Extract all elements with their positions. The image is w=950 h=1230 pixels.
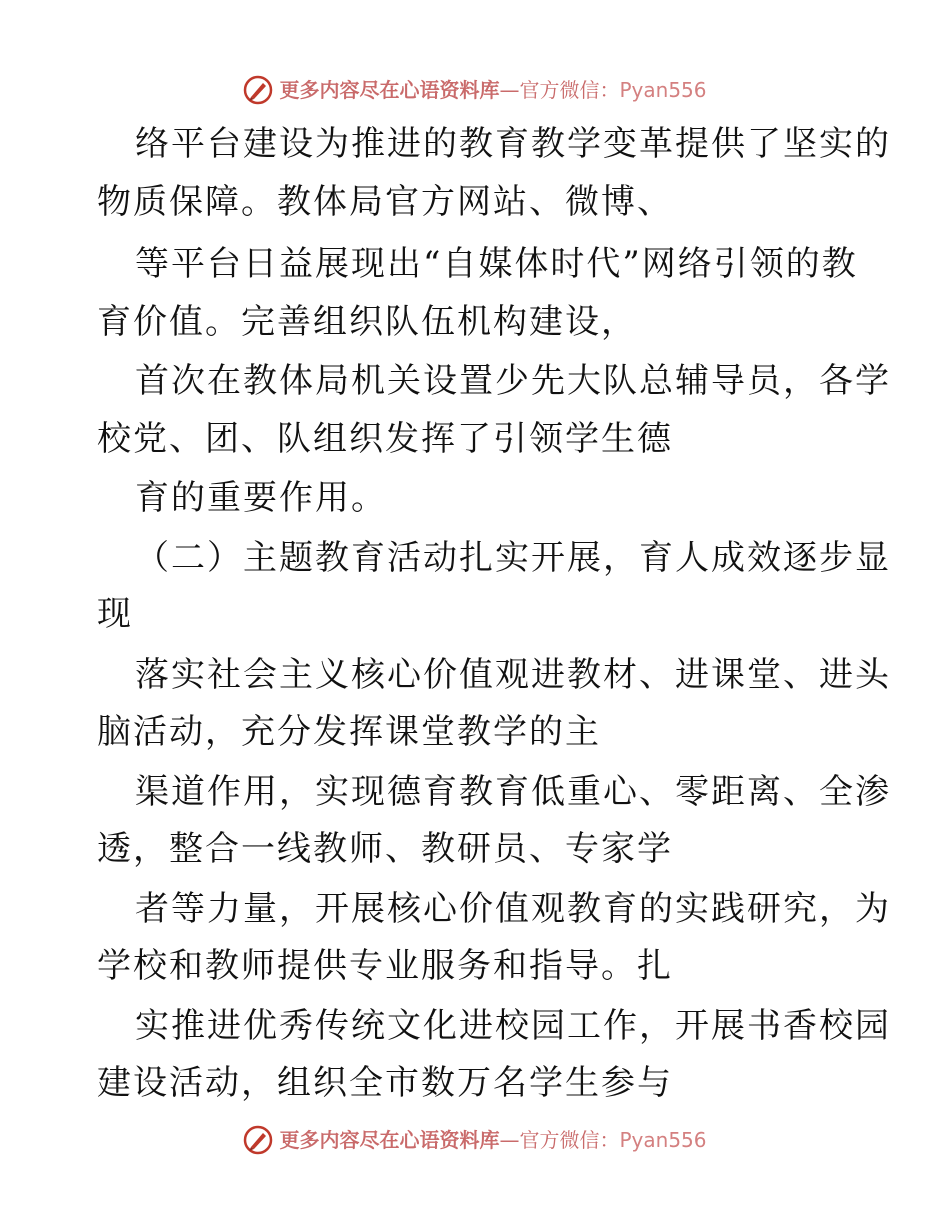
body-line: 校党、团、队组织发挥了引领学生德 <box>97 419 673 459</box>
body-line: 等平台日益展现出“自媒体时代”网络引领的教 <box>135 244 858 284</box>
header-sub-text: 官方微信： <box>519 78 620 102</box>
footer-wechat-id: Pyan556 <box>619 1128 707 1152</box>
body-line: 透，整合一线教师、教研员、专家学 <box>97 829 673 869</box>
body-line: 首次在教体局机关设置少先大队总辅导员，各学 <box>135 361 891 401</box>
header-wechat-id: Pyan556 <box>619 78 707 102</box>
section-heading: （二）主题教育活动扎实开展，育人成效逐步显 <box>135 538 891 578</box>
header-main-text: 更多内容尽在心语资料库 <box>279 78 500 102</box>
pen-logo-icon <box>243 1125 273 1155</box>
footer-text <box>279 1120 706 1160</box>
pen-logo-icon <box>243 75 273 105</box>
body-line: 络平台建设为推进的教育教学变革提供了坚实的 <box>135 124 891 164</box>
header-text <box>279 70 706 110</box>
footer-main-text: 更多内容尽在心语资料库 <box>279 1128 500 1152</box>
body-line: 落实社会主义核心价值观进教材、进课堂、进头 <box>135 655 891 695</box>
body-line: 实推进优秀传统文化进校园工作，开展书香校园 <box>135 1006 891 1046</box>
body-line: 学校和教师提供专业服务和指导。扎 <box>97 946 673 986</box>
footer-dash: — <box>499 1128 520 1152</box>
body-line: 者等力量，开展核心价值观教育的实践研究，为 <box>135 889 891 929</box>
body-line: 育价值。完善组织队伍机构建设， <box>97 302 637 342</box>
body-line: 建设活动，组织全市数万名学生参与 <box>97 1063 673 1103</box>
section-heading-continued: 现 <box>97 594 133 634</box>
header-banner <box>0 70 950 110</box>
body-line: 渠道作用，实现德育教育低重心、零距离、全渗 <box>135 772 891 812</box>
body-line: 育的重要作用。 <box>135 478 387 518</box>
header-dash: — <box>499 78 520 102</box>
body-line: 脑活动，充分发挥课堂教学的主 <box>97 712 601 752</box>
footer-sub-text: 官方微信： <box>519 1128 620 1152</box>
footer-banner <box>0 1120 950 1160</box>
body-line: 物质保障。教体局官方网站、微博、 <box>97 182 673 222</box>
